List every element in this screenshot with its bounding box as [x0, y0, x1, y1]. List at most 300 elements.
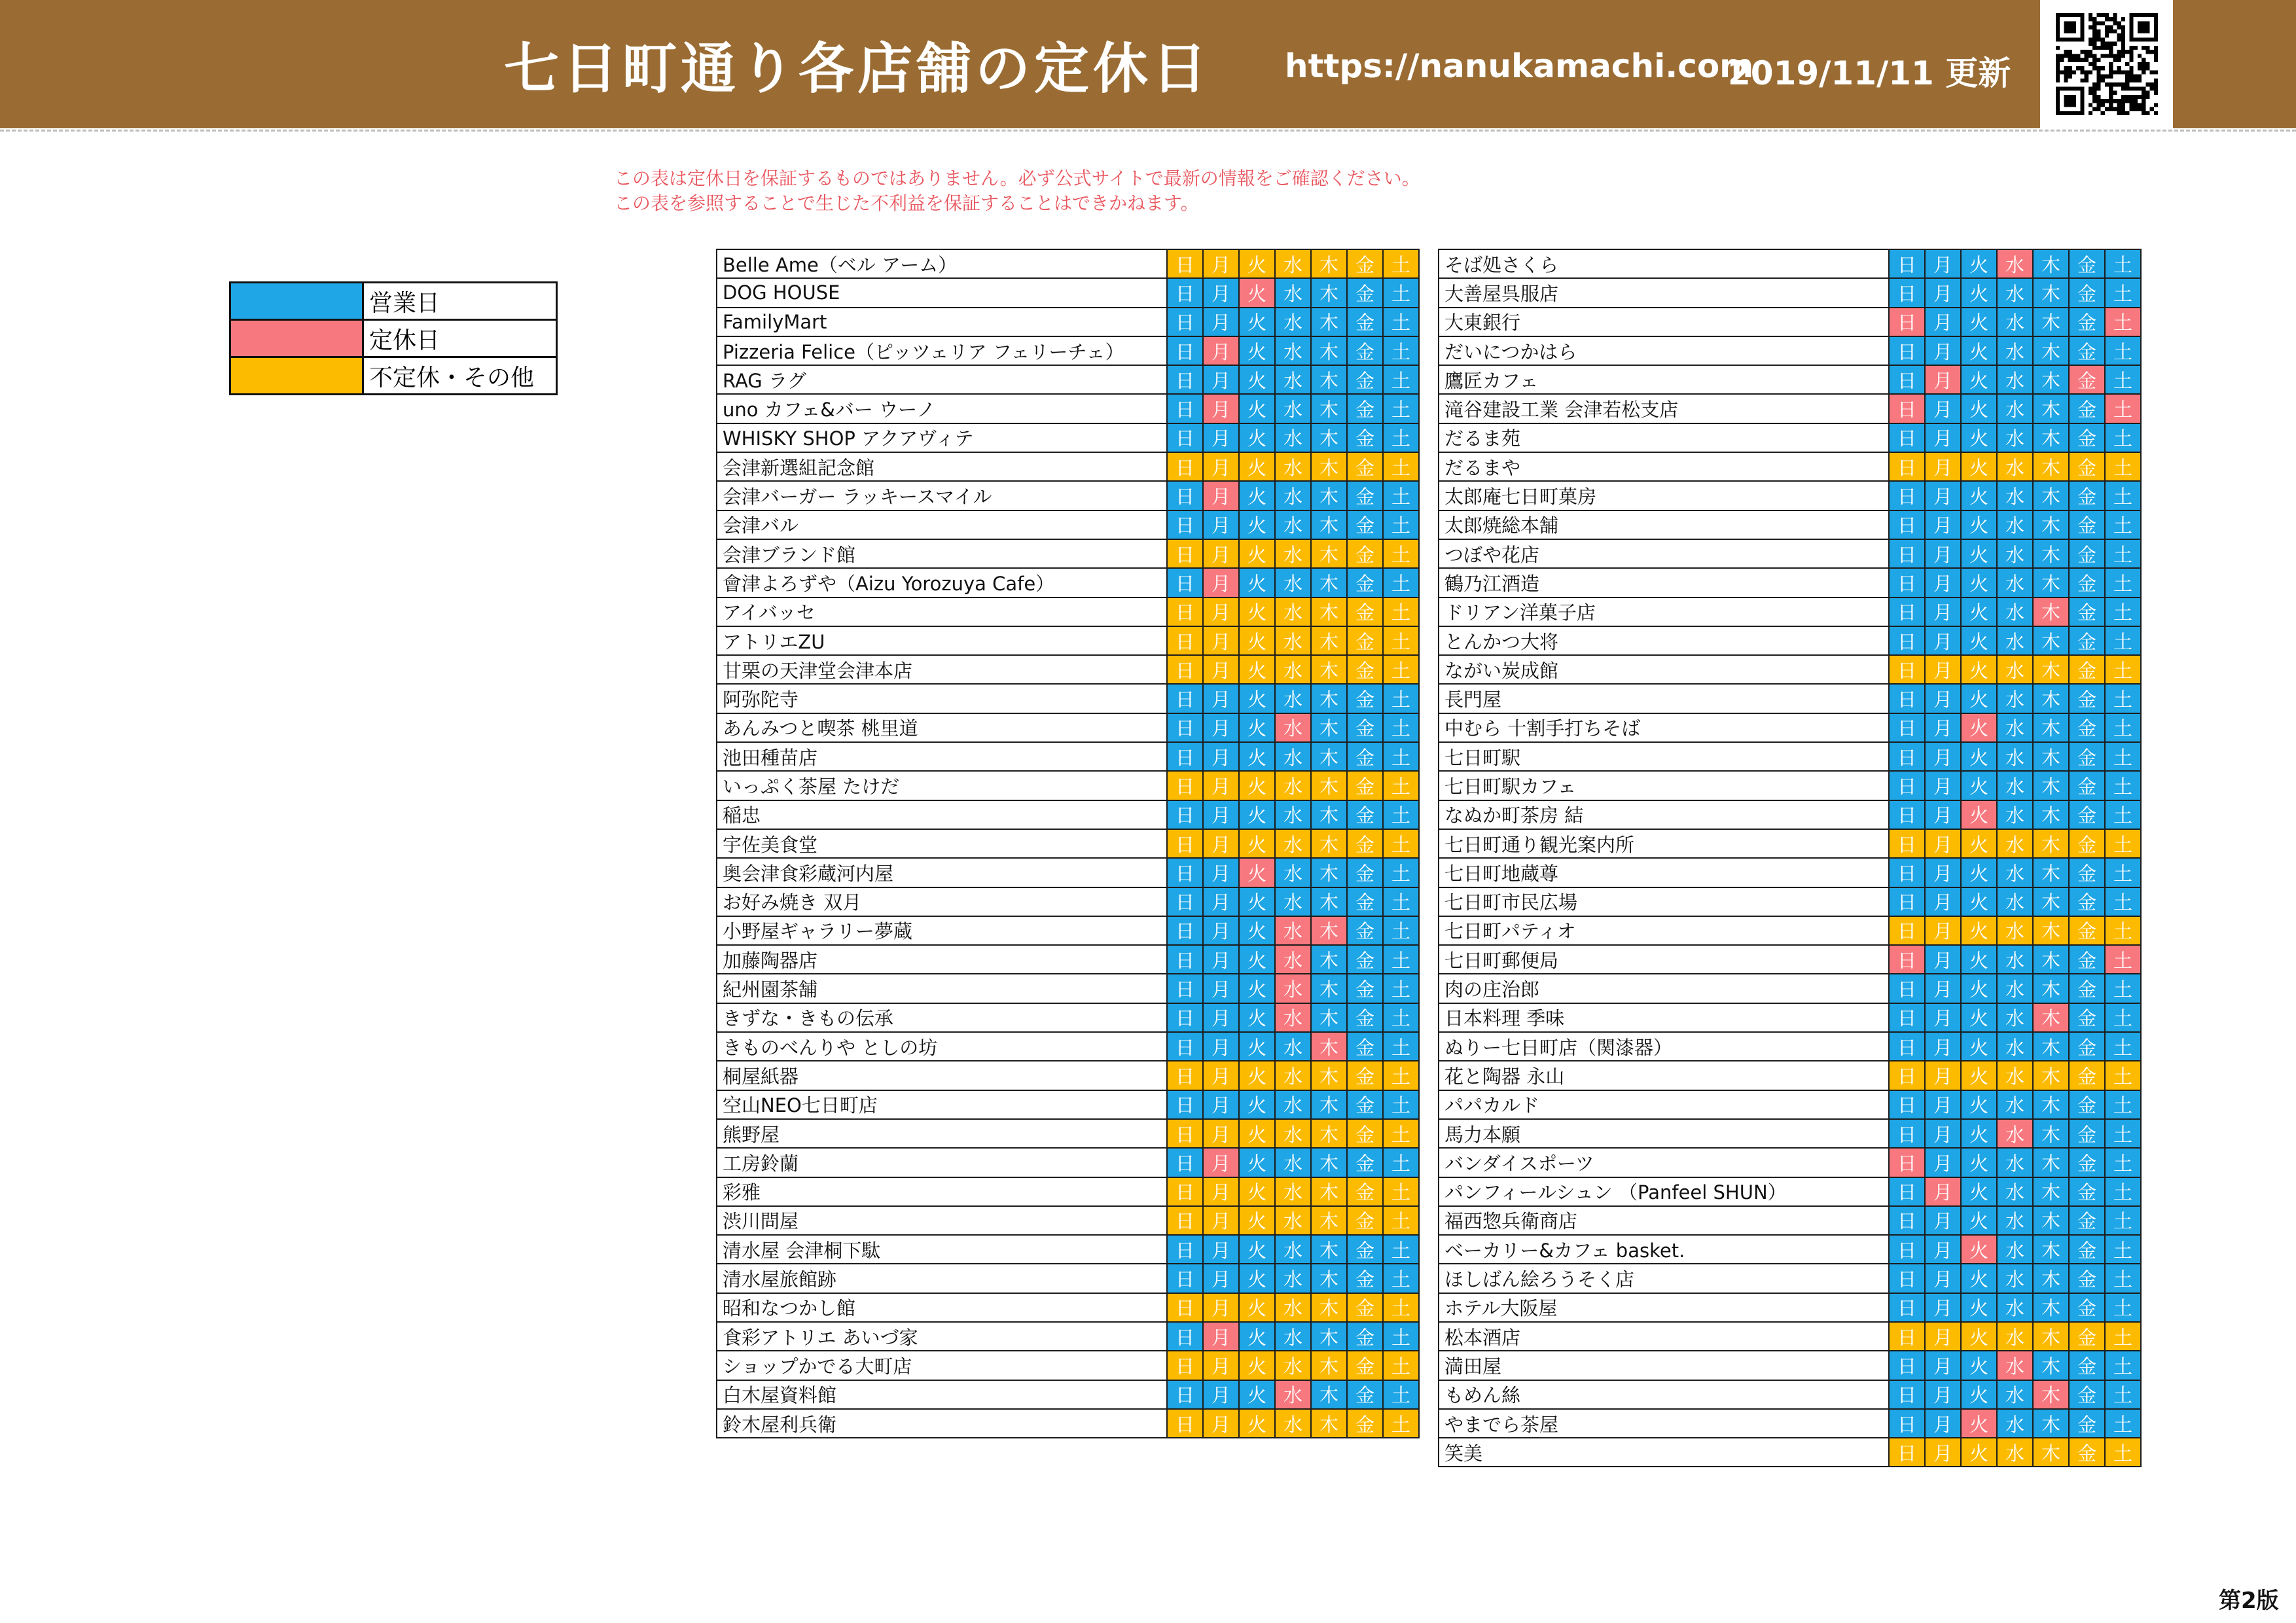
shop-row [717, 1351, 1419, 1380]
day-cell: 土 [1383, 858, 1419, 887]
day-cell: 火 [1239, 1090, 1275, 1119]
day-cell: 月 [1925, 829, 1961, 858]
day-cell: 月 [1925, 1438, 1961, 1467]
day-cell: 木 [1311, 1351, 1347, 1380]
day-cell: 金 [2069, 1264, 2105, 1293]
day-cell: 火 [1239, 1003, 1275, 1032]
shop-row [1439, 1206, 2141, 1235]
day-cell: 月 [1925, 452, 1961, 481]
day-cell: 火 [1239, 800, 1275, 829]
day-cell: 土 [1383, 655, 1419, 684]
shop-row [717, 423, 1419, 452]
day-cell: 火 [1961, 278, 1997, 307]
day-cell: 水 [1997, 1032, 2033, 1061]
day-cell: 日 [1889, 394, 1925, 423]
shop-row [717, 858, 1419, 887]
day-cell: 火 [1239, 655, 1275, 684]
day-cell: 水 [1275, 249, 1311, 278]
day-cell: 水 [1275, 1293, 1311, 1322]
day-cell: 日 [1167, 1322, 1203, 1351]
day-cell: 木 [1311, 597, 1347, 626]
day-cell: 木 [1311, 626, 1347, 655]
day-cell: 土 [1383, 452, 1419, 481]
shop-name: 會津よろずや（Aizu Yorozuya Cafe） [717, 568, 1167, 597]
day-cell: 火 [1239, 1351, 1275, 1380]
day-cell: 土 [2105, 1119, 2141, 1148]
day-cell: 木 [1311, 539, 1347, 568]
day-cell: 日 [1889, 1206, 1925, 1235]
shop-row [717, 626, 1419, 655]
day-cell: 火 [1239, 1148, 1275, 1177]
day-cell: 土 [1383, 626, 1419, 655]
shop-row [1439, 1090, 2141, 1119]
day-cell: 土 [2105, 1438, 2141, 1467]
shop-name: 空山NEO七日町店 [717, 1090, 1167, 1119]
day-cell: 日 [1167, 539, 1203, 568]
shop-name: やまでら茶屋 [1439, 1409, 1889, 1438]
day-cell: 木 [2033, 394, 2069, 423]
day-cell: 土 [2105, 423, 2141, 452]
day-cell: 金 [1347, 684, 1383, 713]
day-cell: 火 [1961, 365, 1997, 394]
day-cell: 土 [1383, 481, 1419, 510]
day-cell: 日 [1167, 887, 1203, 916]
day-cell: 水 [1997, 365, 2033, 394]
day-cell: 水 [1997, 539, 2033, 568]
day-cell: 金 [2069, 1119, 2105, 1148]
day-cell: 月 [1203, 1322, 1239, 1351]
day-cell: 日 [1167, 771, 1203, 800]
day-cell: 月 [1925, 655, 1961, 684]
day-cell: 水 [1275, 684, 1311, 713]
shop-row [717, 336, 1419, 365]
day-cell: 土 [2105, 1264, 2141, 1293]
shop-name: DOG HOUSE [717, 278, 1167, 307]
day-cell: 木 [1311, 568, 1347, 597]
shop-name: 大東銀行 [1439, 308, 1889, 336]
shop-row [1439, 974, 2141, 1003]
day-cell: 火 [1961, 394, 1997, 423]
shop-name: 会津ブランド館 [717, 539, 1167, 568]
day-cell: 月 [1925, 481, 1961, 510]
day-cell: 月 [1925, 800, 1961, 829]
day-cell: 金 [2069, 1032, 2105, 1061]
shop-row [1439, 336, 2141, 365]
day-cell: 月 [1925, 1148, 1961, 1177]
day-cell: 水 [1275, 539, 1311, 568]
day-cell: 日 [1889, 1032, 1925, 1061]
shop-row [1439, 568, 2141, 597]
day-cell: 木 [1311, 1206, 1347, 1235]
day-cell: 月 [1925, 1409, 1961, 1438]
day-cell: 月 [1203, 365, 1239, 394]
day-cell: 日 [1167, 1177, 1203, 1206]
day-cell: 水 [1997, 742, 2033, 771]
qr-code [2040, 0, 2173, 128]
day-cell: 水 [1997, 626, 2033, 655]
day-cell: 土 [2105, 1061, 2141, 1090]
day-cell: 火 [1961, 481, 1997, 510]
day-cell: 火 [1961, 510, 1997, 539]
day-cell: 月 [1925, 336, 1961, 365]
day-cell: 土 [1383, 597, 1419, 626]
day-cell: 木 [2033, 858, 2069, 887]
day-cell: 月 [1203, 684, 1239, 713]
day-cell: 木 [1311, 1264, 1347, 1293]
day-cell: 木 [2033, 684, 2069, 713]
day-cell: 木 [2033, 626, 2069, 655]
day-cell: 火 [1961, 655, 1997, 684]
day-cell: 土 [2105, 394, 2141, 423]
day-cell: 金 [2069, 1409, 2105, 1438]
shop-name: パパカルド [1439, 1090, 1889, 1119]
day-cell: 金 [1347, 974, 1383, 1003]
shop-row [717, 1293, 1419, 1322]
day-cell: 水 [1275, 1032, 1311, 1061]
shop-name: 加藤陶器店 [717, 945, 1167, 974]
day-cell: 木 [1311, 1090, 1347, 1119]
day-cell: 日 [1167, 1264, 1203, 1293]
day-cell: 月 [1925, 1264, 1961, 1293]
day-cell: 金 [2069, 510, 2105, 539]
day-cell: 木 [1311, 481, 1347, 510]
shop-name: バンダイスポーツ [1439, 1148, 1889, 1177]
day-cell: 火 [1961, 945, 1997, 974]
day-cell: 月 [1203, 452, 1239, 481]
shop-name: 鶴乃江酒造 [1439, 568, 1889, 597]
shop-name: だるま苑 [1439, 423, 1889, 452]
day-cell: 火 [1961, 887, 1997, 916]
day-cell: 火 [1239, 1206, 1275, 1235]
day-cell: 土 [1383, 887, 1419, 916]
day-cell: 月 [1203, 1032, 1239, 1061]
shop-row [717, 510, 1419, 539]
day-cell: 土 [1383, 394, 1419, 423]
day-cell: 水 [1997, 336, 2033, 365]
day-cell: 月 [1203, 771, 1239, 800]
day-cell: 日 [1889, 1351, 1925, 1380]
shop-row [1439, 481, 2141, 510]
day-cell: 火 [1961, 1003, 1997, 1032]
day-cell: 木 [1311, 1380, 1347, 1409]
day-cell: 金 [1347, 713, 1383, 742]
shop-row [1439, 684, 2141, 713]
day-cell: 火 [1961, 1061, 1997, 1090]
shop-row [717, 800, 1419, 829]
day-cell: 水 [1997, 1061, 2033, 1090]
day-cell: 日 [1167, 1032, 1203, 1061]
day-cell: 水 [1275, 365, 1311, 394]
day-cell: 日 [1167, 336, 1203, 365]
shop-name: 長門屋 [1439, 684, 1889, 713]
day-cell: 土 [1383, 829, 1419, 858]
day-cell: 水 [1997, 974, 2033, 1003]
shop-row [1439, 1380, 2141, 1409]
day-cell: 土 [2105, 916, 2141, 945]
day-cell: 土 [1383, 945, 1419, 974]
day-cell: 金 [2069, 539, 2105, 568]
day-cell: 土 [1383, 510, 1419, 539]
day-cell: 日 [1889, 336, 1925, 365]
day-cell: 金 [1347, 858, 1383, 887]
day-cell: 火 [1239, 1235, 1275, 1264]
day-cell: 木 [2033, 597, 2069, 626]
shop-row [717, 713, 1419, 742]
day-cell: 日 [1167, 510, 1203, 539]
day-cell: 金 [1347, 1177, 1383, 1206]
shop-row [1439, 394, 2141, 423]
shop-row [717, 308, 1419, 336]
day-cell: 日 [1167, 684, 1203, 713]
header-bar [0, 0, 2296, 128]
shop-name: いっぷく茶屋 たけだ [717, 771, 1167, 800]
day-cell: 火 [1239, 1293, 1275, 1322]
day-cell: 金 [1347, 278, 1383, 307]
day-cell: 金 [2069, 1351, 2105, 1380]
day-cell: 木 [2033, 887, 2069, 916]
day-cell: 月 [1203, 1409, 1239, 1438]
day-cell: 土 [2105, 481, 2141, 510]
day-cell: 日 [1889, 597, 1925, 626]
day-cell: 火 [1961, 800, 1997, 829]
day-cell: 土 [1383, 1293, 1419, 1322]
day-cell: 木 [1311, 1003, 1347, 1032]
shop-name: お好み焼き 双月 [717, 887, 1167, 916]
day-cell: 土 [2105, 945, 2141, 974]
day-cell: 火 [1961, 713, 1997, 742]
day-cell: 金 [1347, 742, 1383, 771]
shop-name: きものべんりや としの坊 [717, 1032, 1167, 1061]
day-cell: 金 [1347, 1061, 1383, 1090]
day-cell: 日 [1167, 713, 1203, 742]
day-cell: 日 [1889, 510, 1925, 539]
shop-name: アトリエZU [717, 626, 1167, 655]
day-cell: 火 [1239, 365, 1275, 394]
day-cell: 日 [1167, 394, 1203, 423]
day-cell: 金 [2069, 858, 2105, 887]
day-cell: 金 [1347, 597, 1383, 626]
day-cell: 水 [1275, 771, 1311, 800]
day-cell: 日 [1889, 916, 1925, 945]
day-cell: 木 [2033, 423, 2069, 452]
day-cell: 金 [2069, 568, 2105, 597]
day-cell: 日 [1167, 800, 1203, 829]
day-cell: 金 [2069, 1322, 2105, 1351]
day-cell: 火 [1961, 249, 1997, 278]
day-cell: 月 [1925, 423, 1961, 452]
day-cell: 月 [1925, 510, 1961, 539]
shop-name: 七日町パティオ [1439, 916, 1889, 945]
day-cell: 火 [1961, 308, 1997, 336]
day-cell: 金 [1347, 800, 1383, 829]
day-cell: 月 [1203, 568, 1239, 597]
day-cell: 金 [2069, 713, 2105, 742]
day-cell: 金 [2069, 1090, 2105, 1119]
shop-row [1439, 423, 2141, 452]
shop-row [1439, 1293, 2141, 1322]
shop-row [717, 1322, 1419, 1351]
day-cell: 土 [2105, 1032, 2141, 1061]
shop-name: とんかつ大将 [1439, 626, 1889, 655]
day-cell: 日 [1167, 626, 1203, 655]
day-cell: 金 [2069, 684, 2105, 713]
shop-name: もめん絲 [1439, 1380, 1889, 1409]
legend-swatch-open [230, 283, 363, 320]
day-cell: 月 [1925, 1293, 1961, 1322]
day-cell: 水 [1997, 1206, 2033, 1235]
day-cell: 火 [1239, 684, 1275, 713]
day-cell: 土 [1383, 1003, 1419, 1032]
day-cell: 日 [1167, 974, 1203, 1003]
shop-name: 七日町郵便局 [1439, 945, 1889, 974]
day-cell: 金 [1347, 1264, 1383, 1293]
day-cell: 日 [1889, 1003, 1925, 1032]
shop-name: 満田屋 [1439, 1351, 1889, 1380]
shop-name: 白木屋資料館 [717, 1380, 1167, 1409]
day-cell: 月 [1925, 1235, 1961, 1264]
day-cell: 日 [1889, 626, 1925, 655]
shop-row [717, 568, 1419, 597]
shop-name: 鈴木屋利兵衛 [717, 1409, 1167, 1438]
shop-name: 七日町地蔵尊 [1439, 858, 1889, 887]
day-cell: 火 [1961, 1119, 1997, 1148]
day-cell: 火 [1961, 1351, 1997, 1380]
day-cell: 月 [1925, 308, 1961, 336]
day-cell: 木 [1311, 423, 1347, 452]
shop-row [1439, 1264, 2141, 1293]
day-cell: 日 [1167, 1061, 1203, 1090]
legend-item [230, 283, 557, 320]
shop-row [1439, 1351, 2141, 1380]
day-cell: 木 [1311, 829, 1347, 858]
shop-row [717, 887, 1419, 916]
day-cell: 月 [1925, 1206, 1961, 1235]
day-cell: 木 [1311, 249, 1347, 278]
day-cell: 金 [1347, 945, 1383, 974]
day-cell: 水 [1997, 568, 2033, 597]
shop-row [717, 945, 1419, 974]
day-cell: 火 [1961, 452, 1997, 481]
day-cell: 土 [1383, 1061, 1419, 1090]
day-cell: 日 [1889, 800, 1925, 829]
day-cell: 水 [1275, 394, 1311, 423]
day-cell: 火 [1239, 1409, 1275, 1438]
day-cell: 金 [1347, 771, 1383, 800]
day-cell: 木 [2033, 829, 2069, 858]
day-cell: 水 [1275, 1003, 1311, 1032]
qr-code-icon [2056, 13, 2158, 115]
day-cell: 火 [1961, 1293, 1997, 1322]
shop-row [1439, 308, 2141, 336]
shop-name: 松本酒店 [1439, 1322, 1889, 1351]
site-url-text: https://nanukamachi.com [1285, 47, 1754, 85]
day-cell: 月 [1203, 945, 1239, 974]
shop-row [1439, 249, 2141, 278]
day-cell: 月 [1203, 1148, 1239, 1177]
day-cell: 木 [1311, 916, 1347, 945]
day-cell: 土 [1383, 278, 1419, 307]
shop-row [717, 974, 1419, 1003]
day-cell: 土 [1383, 1351, 1419, 1380]
legend-swatch-irregular [230, 357, 363, 395]
legend-label-closed: 定休日 [363, 320, 557, 357]
day-cell: 金 [2069, 1235, 2105, 1264]
day-cell: 木 [2033, 1235, 2069, 1264]
day-cell: 水 [1997, 916, 2033, 945]
day-cell: 木 [2033, 510, 2069, 539]
day-cell: 日 [1167, 249, 1203, 278]
day-cell: 月 [1203, 1235, 1239, 1264]
day-cell: 日 [1167, 1235, 1203, 1264]
day-cell: 金 [2069, 829, 2105, 858]
day-cell: 土 [2105, 655, 2141, 684]
day-cell: 金 [1347, 829, 1383, 858]
day-cell: 火 [1961, 1090, 1997, 1119]
shop-name: 会津バーガー ラッキースマイル [717, 481, 1167, 510]
day-cell: 金 [2069, 452, 2105, 481]
day-cell: 日 [1167, 1293, 1203, 1322]
day-cell: 土 [2105, 1003, 2141, 1032]
day-cell: 火 [1239, 1380, 1275, 1409]
day-cell: 月 [1925, 1177, 1961, 1206]
day-cell: 月 [1925, 1119, 1961, 1148]
day-cell: 金 [1347, 1351, 1383, 1380]
day-cell: 木 [2033, 278, 2069, 307]
shop-row [1439, 278, 2141, 307]
day-cell: 土 [2105, 1409, 2141, 1438]
shop-row [717, 1177, 1419, 1206]
shop-row [1439, 1438, 2141, 1467]
shop-name: 桐屋紙器 [717, 1061, 1167, 1090]
day-cell: 木 [1311, 858, 1347, 887]
day-cell: 火 [1239, 336, 1275, 365]
day-cell: 日 [1889, 1409, 1925, 1438]
day-cell: 月 [1203, 713, 1239, 742]
day-cell: 月 [1203, 249, 1239, 278]
shop-name: ショップかでる大町店 [717, 1351, 1167, 1380]
day-cell: 日 [1167, 308, 1203, 336]
day-cell: 金 [2069, 1061, 2105, 1090]
day-cell: 日 [1167, 568, 1203, 597]
shop-row [717, 1032, 1419, 1061]
day-cell: 日 [1889, 655, 1925, 684]
day-cell: 木 [1311, 713, 1347, 742]
day-cell: 金 [2069, 481, 2105, 510]
day-cell: 月 [1925, 916, 1961, 945]
day-cell: 土 [1383, 713, 1419, 742]
shop-table-left [716, 249, 1420, 1438]
day-cell: 日 [1889, 1380, 1925, 1409]
shop-name: Pizzeria Felice（ピッツェリア フェリーチェ） [717, 336, 1167, 365]
shop-row [1439, 742, 2141, 771]
shop-row [717, 539, 1419, 568]
day-cell: 木 [2033, 771, 2069, 800]
shop-name: きずな・きもの伝承 [717, 1003, 1167, 1032]
day-cell: 火 [1239, 1322, 1275, 1351]
day-cell: 金 [2069, 1206, 2105, 1235]
shop-name: WHISKY SHOP アクアヴィテ [717, 423, 1167, 452]
day-cell: 火 [1239, 481, 1275, 510]
day-cell: 月 [1203, 1206, 1239, 1235]
day-cell: 金 [1347, 1003, 1383, 1032]
shop-row [1439, 510, 2141, 539]
shop-row [1439, 539, 2141, 568]
day-cell: 木 [2033, 1380, 2069, 1409]
day-cell: 日 [1889, 742, 1925, 771]
day-cell: 月 [1925, 945, 1961, 974]
shop-name: 甘栗の天津堂会津本店 [717, 655, 1167, 684]
shop-row [1439, 655, 2141, 684]
